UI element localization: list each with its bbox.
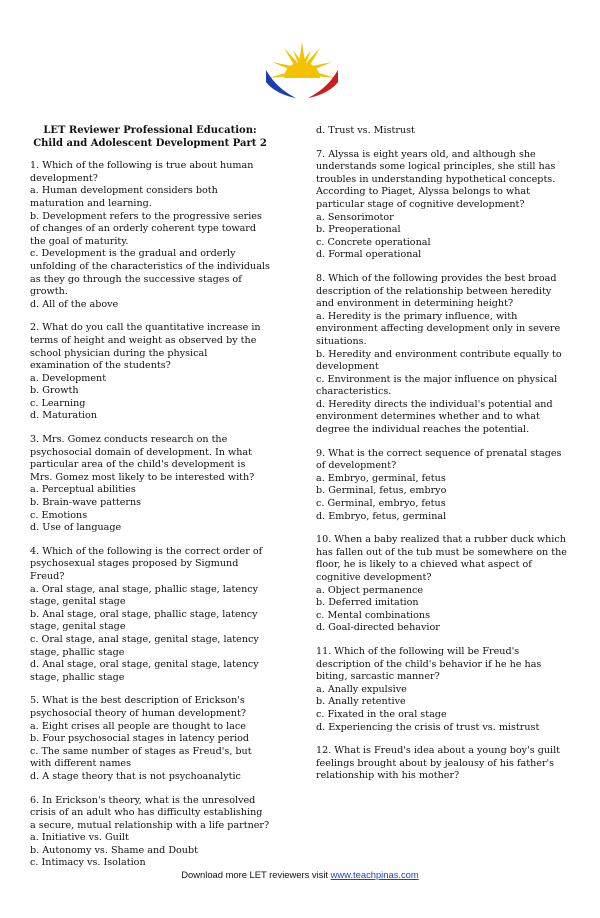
answer-choice: b. Germinal, fetus, embryo <box>316 485 447 497</box>
question-block <box>316 149 568 262</box>
question-text: 11. Which of the following will be Freud's description of the child's behavior if he he has biting, sarcastic manner? <box>316 645 542 683</box>
logo-text: Sun Sui <box>290 88 314 95</box>
answer-choice: c. Learning <box>30 397 86 409</box>
question-text: 8. Which of the following provides the best broad description of the relationship between heredity and environment in determining height? <box>316 272 557 310</box>
answer-choice: b. Anally retentive <box>316 696 406 708</box>
title-line-1: LET Reviewer Professional Education: <box>43 125 257 136</box>
left-column <box>30 125 270 881</box>
answer-choice: b. Autonomy vs. Shame and Doubt <box>30 844 198 856</box>
answer-choice: c. Concrete operational <box>316 236 431 248</box>
answer-choice: a. Sensorimotor <box>316 211 394 223</box>
answer-choice: a. Object permanence <box>316 584 424 596</box>
question-block <box>316 273 568 437</box>
answer-choice: a. Embryo, germinal, fetus <box>316 472 446 484</box>
footer-text: Download more LET reviewers visit <box>181 869 331 880</box>
right-column <box>316 125 568 794</box>
left-question-list <box>30 160 270 870</box>
question-text: 10. When a baby realized that a rubber duck which has fallen out of the tub must be somewhere on the floor, he is likely to a chieved what aspect of cognitive development? <box>316 534 567 583</box>
question-text: 1. Which of the following is true about human development? <box>30 160 254 184</box>
answer-choice: d. Maturation <box>30 410 98 422</box>
answer-choice: b. Heredity and environment contribute equally to development <box>316 348 562 373</box>
answer-choice: a. Eight crises all people are thought to lace <box>30 720 246 732</box>
answer-choice: a. Human development considers both maturation and learning. <box>30 185 218 209</box>
footer-link[interactable]: www.teachpinas.com <box>330 869 419 880</box>
answer-choice: b. Development refers to the progressive series of changes of an orderly coherent type toward the goal of maturity. <box>30 210 262 247</box>
question-text: 4. Which of the following is the correct order of psychosexual stages proposed by Sigmund Freud? <box>30 545 263 582</box>
question-text: 6. In Erickson's theory, what is the unresolved crisis of an adult who has difficulty establishing a secure, mutual relationship with a life partner? <box>30 794 270 831</box>
answer-choice: a. Initiative vs. Guilt <box>30 832 129 844</box>
question-block <box>30 795 270 871</box>
answer-choice: c. Intimacy vs. Isolation <box>30 857 146 869</box>
answer-choice: d. Heredity directs the individual's potential and environment determines whether and to what degree the individual reaches the potential. <box>316 398 553 436</box>
question-text: 3. Mrs. Gomez conducts research on the psychosocial domain of development. In what particular area of the child's development is Mrs. Gomez most likely to be interested with? <box>30 434 255 483</box>
sun-flag-logo <box>262 40 342 108</box>
answer-choice: c. Emotions <box>30 509 88 521</box>
question-block <box>30 322 270 423</box>
answer-choice: c. Environment is the major influence on physical characteristics. <box>316 373 558 398</box>
answer-choice: a. Anally expulsive <box>316 683 407 695</box>
answer-choice: d. Embryo, fetus, germinal <box>316 510 447 522</box>
answer-choice: a. Perceptual abilities <box>30 484 136 496</box>
answer-choice: d. Goal-directed behavior <box>316 622 440 634</box>
answer-choice: d. Formal operational <box>316 249 422 261</box>
answer-choice: b. Preoperational <box>316 224 401 236</box>
question-block <box>30 160 270 311</box>
question-text: 12. What is Freud's idea about a young boy's guilt feelings brought about by jealousy of his father's relationship with his mother? <box>316 745 561 782</box>
question-block <box>316 534 568 635</box>
question-text: 7. Alyssa is eight years old, and although she understands some logical principles, she still has troubles in understanding hypothetical concepts. According to Piaget, Alyssa belongs to what particular stage of cognitive development? <box>316 148 556 210</box>
sun-icon <box>268 42 336 78</box>
document-title <box>30 125 270 150</box>
answer-choice: a. Development <box>30 372 107 384</box>
question-block <box>316 448 568 524</box>
question-text: 2. What do you call the quantitative increase in terms of height and weight as observed by the school physician during the physical examination of the students? <box>30 322 261 372</box>
question-block <box>316 646 568 734</box>
question-block <box>316 745 568 783</box>
answer-choice: b. Brain-wave patterns <box>30 497 142 509</box>
answer-choice: d. All of the above <box>30 298 119 310</box>
answer-choice: d. Experiencing the crisis of trust vs. mistrust <box>316 721 540 733</box>
question-block <box>316 125 568 138</box>
question-text: 5. What is the best description of Erickson's psychosocial theory of human development? <box>30 695 246 719</box>
title-line-2: Child and Adolescent Development Part 2 <box>33 137 267 149</box>
answer-choice: b. Growth <box>30 385 79 397</box>
right-question-list <box>316 125 568 783</box>
answer-choice: c. Oral stage, anal stage, genital stage, latency stage, phallic stage <box>30 633 259 658</box>
answer-choice: c. Development is the gradual and orderly unfolding of the characteristics of the individuals as they go through the successive stages of growth. <box>30 248 270 298</box>
answer-choice: d. Trust vs. Mistrust <box>316 125 415 136</box>
answer-choice: b. Deferred imitation <box>316 597 419 609</box>
answer-choice: c. Germinal, embryo, fetus <box>316 498 446 510</box>
answer-choice: d. Anal stage, oral stage, genital stage, latency stage, phallic stage <box>30 659 259 683</box>
question-block <box>30 695 270 783</box>
answer-choice: c. The same number of stages as Freud's, but with different names <box>30 745 252 770</box>
question-text: 9. What is the correct sequence of prenatal stages of development? <box>316 447 562 472</box>
answer-choice: c. Mental combinations <box>316 609 431 621</box>
footer <box>0 869 600 880</box>
question-block <box>30 434 270 535</box>
answer-choice: a. Heredity is the primary influence, with environment affecting development only in severe situations. <box>316 310 561 347</box>
answer-choice: d. Use of language <box>30 522 122 534</box>
answer-choice: a. Oral stage, anal stage, phallic stage, latency stage, genital stage <box>30 583 259 608</box>
answer-choice: c. Fixated in the oral stage <box>316 708 447 720</box>
answer-choice: d. A stage theory that is not psychoanalytic <box>30 770 241 782</box>
answer-choice: b. Four psychosocial stages in latency period <box>30 733 250 745</box>
answer-choice: b. Anal stage, oral stage, phallic stage, latency stage, genital stage <box>30 608 258 633</box>
question-block <box>30 546 270 685</box>
